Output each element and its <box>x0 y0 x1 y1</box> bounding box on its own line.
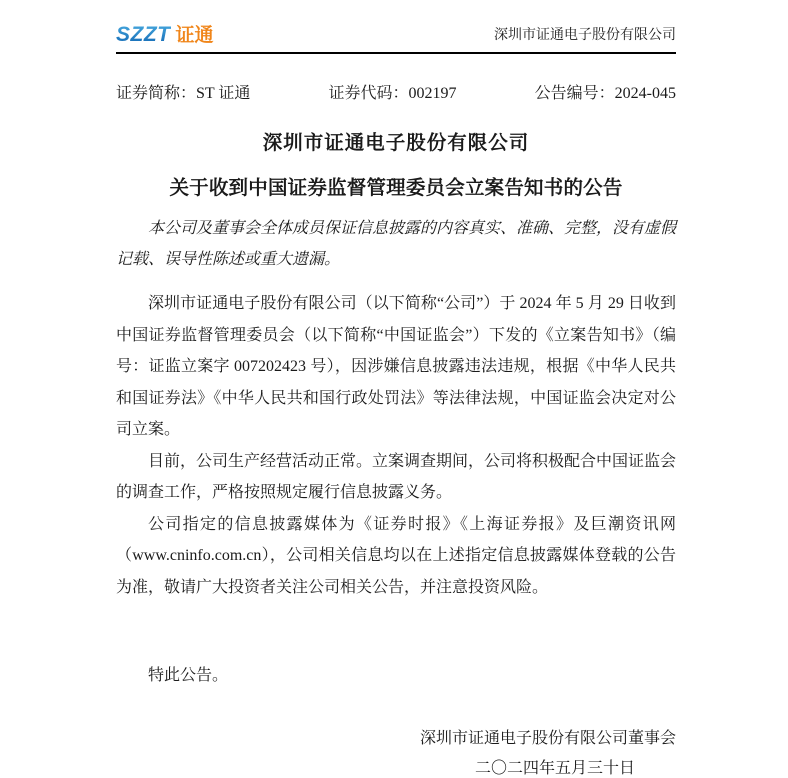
announcement-number: 公告编号：2024-045 <box>534 85 676 102</box>
doc-title-subject: 关于收到中国证券监督管理委员会立案告知书的公告 <box>169 178 623 200</box>
header-company-name: 深圳市证通电子股份有限公司 <box>494 28 676 43</box>
logo-cjk-text: 证通 <box>175 25 214 46</box>
company-logo <box>116 24 214 45</box>
signature-company: 深圳市证通电子股份有限公司董事会 <box>419 729 676 747</box>
closing-statement: 特此公告。 <box>148 667 229 685</box>
signature-date: 二〇二四年五月三十日 <box>474 759 635 777</box>
disclaimer-paragraph: 本公司及董事会全体成员保证信息披露的内容真实、准确、完整，没有虚假记载、误导性陈述或重大遗漏。 <box>116 220 677 269</box>
body-paragraph-1: 深圳市证通电子股份有限公司（以下简称“公司”）于 2024 年 5 月 29 日收到中国证券监督管理委员会（以下简称“中国证监会”）下发的《立案告知书》（编号：证监立案字 007202423 号），因涉嫌信息披露违法违规，根据《中华人民共和国证券法》《中华人民共和国行政处罚法》等法律法规，中国证监会决定对公司立案。 <box>116 295 676 439</box>
securities-info-row <box>116 84 676 103</box>
stock-code: 证券代码：002197 <box>328 85 457 102</box>
page-header <box>116 24 676 54</box>
doc-title-company: 深圳市证通电子股份有限公司 <box>262 133 530 155</box>
logo-latin-text: SZZT <box>116 23 171 46</box>
stock-short-name: 证券简称：ST 证通 <box>116 85 251 102</box>
body-paragraph-2: 目前，公司生产经营活动正常。立案调查期间，公司将积极配合中国证监会的调查工作，严格按照规定履行信息披露义务。 <box>116 452 677 502</box>
body-paragraph-3: 公司指定的信息披露媒体为《证券时报》《上海证券报》及巨潮资讯网（www.cninfo.com.cn），公司相关信息均以在上述指定信息披露媒体登载的公告为准，敬请广大投资者关注公司相关公告，并注意投资风险。 <box>116 515 676 596</box>
